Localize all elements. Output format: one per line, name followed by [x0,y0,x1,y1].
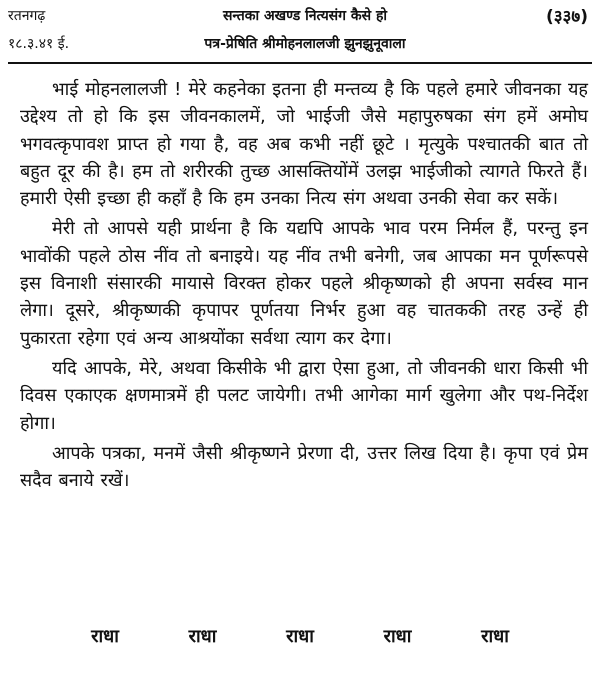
header-place: रतनगढ़ [8,8,46,24]
closing-word: राधा [286,626,314,647]
letter-body [20,76,588,497]
paragraph: मेरी तो आपसे यही प्रार्थना है कि यद्यपि आपके भाव परम निर्मल हैं, परन्तु इन भावोंकी पहले ठोस नींव तो बनाइये। यह नींव तभी बनेगी, जब आपका मन पूर्णरूपसे इस विनाशी संसारकी मायासे विरक्त होकर पहले श्रीकृष्णको ही अपना सर्वस्व मान लेगा। दूसरे, श्रीकृष्णकी कृपापर पूर्णतया निर्भर हुआ वह चातककी तरह उन्हें ही पुकारता रहेगा एवं अन्य आश्रयोंका सर्वथा त्याग कर देगा। [20,218,588,349]
closing-word: राधा [188,626,217,647]
letter-recipient: पत्र-प्रेषिति श्रीमोहनलालजी झुनझुनूवाला [204,36,406,52]
closing-word: राधा [91,626,119,647]
closing-word: राधा [383,626,412,647]
paragraph: आपके पत्रका, मनमें जैसी श्रीकृष्णने प्रेरणा दी, उत्तर लिख दिया है। कृपा एवं प्रेम सदैव बनाये रखें। [20,442,588,492]
closing-signature [60,624,540,648]
header-divider [8,62,592,64]
page-number: (३३७) [545,7,588,27]
header-date: १८.३.४१ ई. [8,36,70,52]
paragraph: यदि आपके, मेरे, अथवा किसीके भी द्वारा ऐसा हुआ, तो जीवनकी धारा किसी भी दिवस एकाएक क्षणमात्रमें ही पलट जायेगी। तभी आगेका मार्ग खुलेगा और पथ-निर्देश होगा। [20,357,588,434]
closing-word: राधा [481,626,509,647]
letter-title: सन्तका अखण्ड नित्यसंग कैसे हो [222,8,388,24]
paragraph: भाई मोहनलालजी ! मेरे कहनेका इतना ही मन्तव्य है कि पहले हमारे जीवनका यह उद्देश्य तो हो कि इस जीवनकालमें, जो भाईजी जैसे महापुरुषका संग हमें अमोघ भगवत्कृपावश प्राप्त हो गया है, वह अब कभी नहीं छूटे । मृत्युके पश्चातकी बात तो बहुत दूर की है। हम तो शरीरकी तुच्छ आसक्तियोंमें उलझ भाईजीको त्यागते फिरते हैं। हमारी ऐसी इच्छा ही कहाँ है कि हम उनका नित्य संग अथवा उनकी सेवा कर सकें। [20,79,588,210]
page-header [0,0,600,62]
